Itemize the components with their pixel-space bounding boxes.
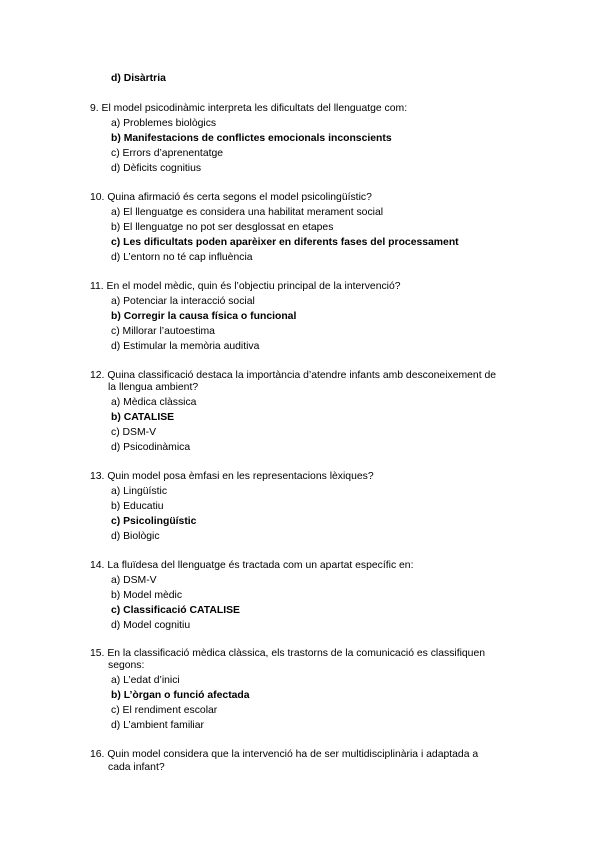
question-15-cont: segons:: [108, 660, 145, 671]
option-15c: c) El rendiment escolar: [111, 705, 218, 716]
option-14b: b) Model mèdic: [111, 590, 183, 601]
option-14a: a) DSM-V: [111, 575, 157, 586]
option-12b-correct: b) CATALISE: [111, 412, 175, 423]
option-10d: d) L’entorn no té cap influència: [111, 252, 253, 263]
option-13b: b) Educatiu: [111, 501, 164, 512]
option-10b: b) El llenguatge no pot ser desglossat en etapes: [111, 222, 334, 233]
option-10a: a) El llenguatge es considera una habilitat merament social: [111, 207, 384, 218]
option-9c: c) Errors d’aprenentatge: [111, 148, 224, 159]
option-15d: d) L’ambient familiar: [111, 720, 204, 731]
question-12: 12. Quina classificació destaca la importància d’atendre infants amb desconeixement de: [90, 370, 497, 381]
top-answer: d) Disàrtria: [111, 73, 166, 84]
option-13c-correct: c) Psicolingüístic: [111, 516, 197, 527]
option-13a: a) Lingüístic: [111, 486, 168, 497]
question-11: 11. En el model mèdic, quin és l’objectiu principal de la intervenció?: [90, 281, 401, 292]
question-12-cont: la llengua ambient?: [108, 382, 199, 393]
option-10c-correct: c) Les dificultats poden aparèixer en diferents fases del processament: [111, 237, 459, 248]
option-13d: d) Biològic: [111, 531, 160, 542]
question-14: 14. La fluïdesa del llenguatge és tractada com un apartat específic en:: [90, 560, 414, 571]
option-11c: c) Millorar l’autoestima: [111, 326, 215, 337]
question-15: 15. En la classificació mèdica clàssica, els trastorns de la comunicació es classifiquen: [90, 648, 486, 659]
question-10: 10. Quina afirmació és certa segons el model psicolingüístic?: [90, 192, 372, 203]
option-14c-correct: c) Classificació CATALISE: [111, 605, 240, 616]
option-11b-correct: b) Corregir la causa física o funcional: [111, 311, 297, 322]
option-9a: a) Problemes biològics: [111, 118, 217, 129]
option-11a: a) Potenciar la interacció social: [111, 296, 255, 307]
option-11d: d) Estimular la memòria auditiva: [111, 341, 260, 352]
option-15b-correct: b) L’òrgan o funció afectada: [111, 690, 250, 701]
question-16-cont: cada infant?: [108, 762, 165, 773]
option-14d: d) Model cognitiu: [111, 620, 191, 631]
option-9b-correct: b) Manifestacions de conflictes emocionals inconscients: [111, 133, 392, 144]
question-13: 13. Quin model posa èmfasi en les representacions lèxiques?: [90, 471, 374, 482]
question-9: 9. El model psicodinàmic interpreta les dificultats del llenguatge com:: [90, 103, 408, 114]
question-16: 16. Quin model considera que la intervenció ha de ser multidisciplinària i adaptada a: [90, 749, 479, 760]
option-12c: c) DSM-V: [111, 427, 157, 438]
option-15a: a) L’edat d’inici: [111, 675, 180, 686]
option-12d: d) Psicodinàmica: [111, 442, 191, 453]
option-12a: a) Mèdica clàssica: [111, 397, 197, 408]
option-9d: d) Dèficits cognitius: [111, 163, 202, 174]
